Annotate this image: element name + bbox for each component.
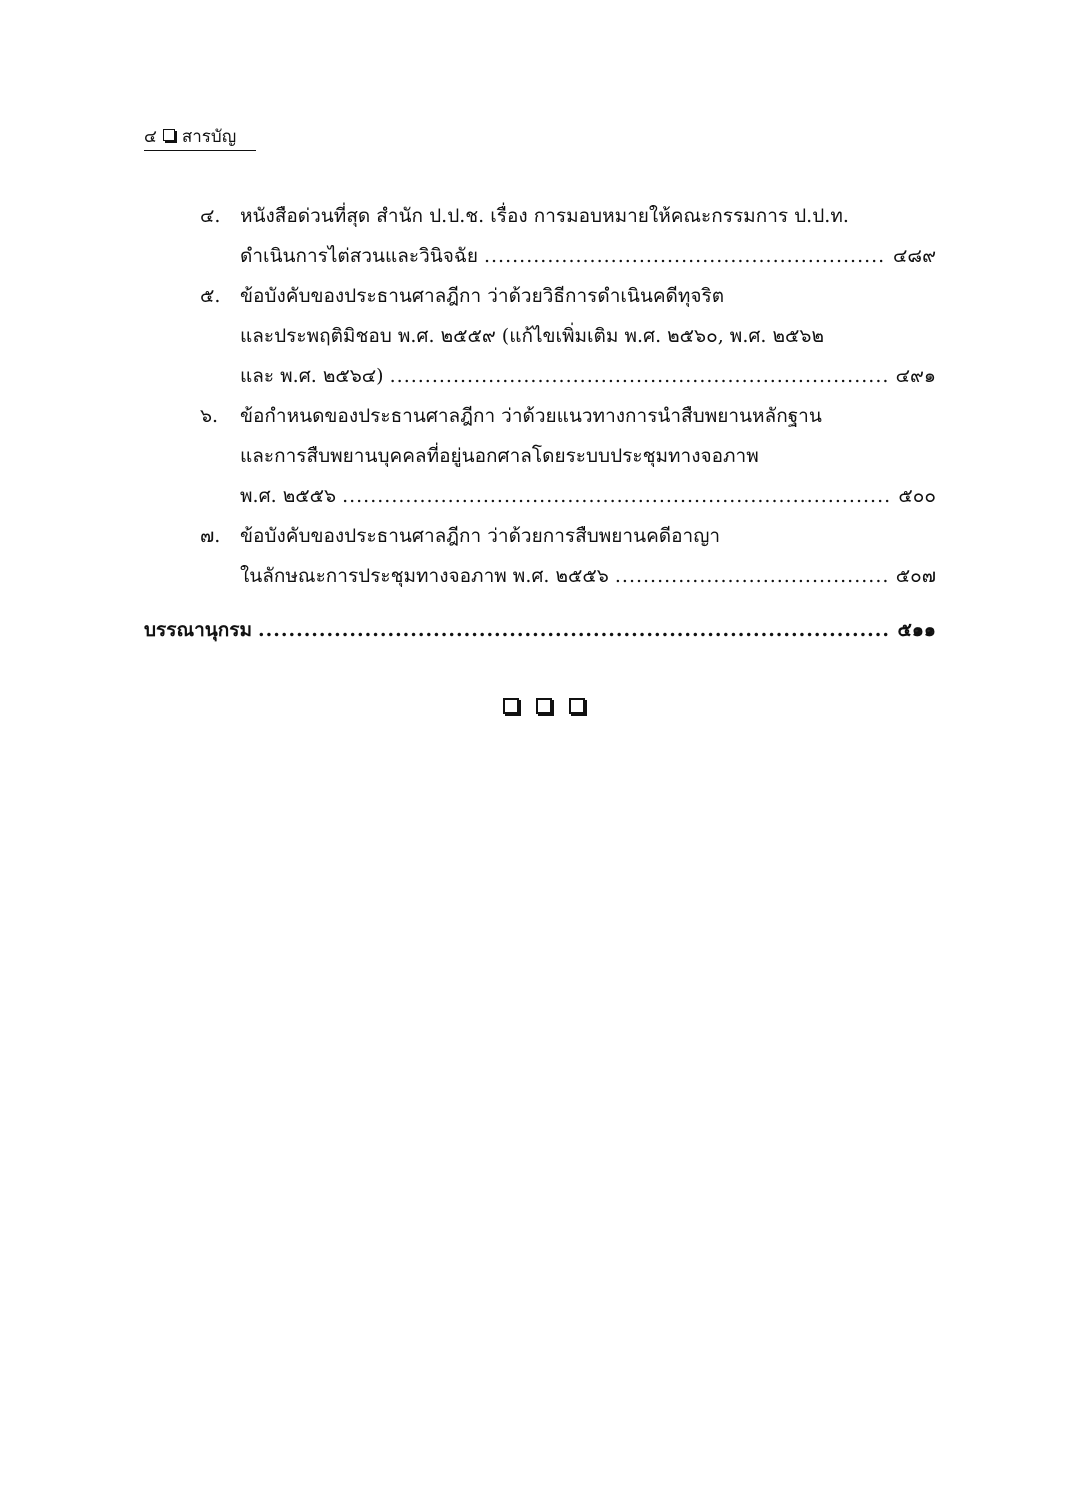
toc-entry-bibliography[interactable] [144, 610, 936, 650]
toc-entry-4[interactable] [144, 196, 936, 276]
box-ornament-icon [536, 698, 552, 714]
dot-leader [484, 236, 887, 276]
running-header [144, 126, 256, 151]
dot-leader [615, 556, 890, 596]
box-bullet-icon [163, 129, 175, 141]
toc-entry-7[interactable] [144, 516, 936, 596]
toc-page-number: ๕๐๗ [895, 565, 936, 587]
toc-entry-last-line [240, 356, 936, 396]
dot-leader [258, 610, 891, 650]
toc-entry-last-line [240, 556, 936, 596]
toc-entry-last-line [240, 476, 936, 516]
toc-entry-5[interactable] [144, 276, 936, 396]
toc-page-number: ๔๘๙ [893, 245, 936, 267]
toc-entry-last-line [240, 236, 936, 276]
box-ornament-icon [503, 698, 519, 714]
dot-leader [342, 476, 892, 516]
toc-entry-number: ๗. [200, 525, 221, 547]
toc-entry-line: ข้อกำหนดของประธานศาลฎีกา ว่าด้วยแนวทางการนำสืบพยานหลักฐาน [240, 405, 822, 427]
toc-page-number: ๕๐๐ [898, 485, 936, 507]
bibliography-label: บรรณานุกรม [144, 619, 252, 641]
toc-entry-number: ๕. [200, 285, 221, 307]
toc-page-number: ๕๑๑ [897, 619, 936, 641]
toc-entry-6[interactable] [144, 396, 936, 516]
toc-entry-line: และการสืบพยานบุคคลที่อยู่นอกศาลโดยระบบประชุมทางจอภาพ [240, 445, 759, 467]
toc-entry-number: ๖. [200, 405, 219, 427]
header-page-number: ๔ [144, 127, 157, 147]
box-ornament-icon [569, 698, 585, 714]
header-title: สารบัญ [181, 127, 237, 147]
toc-page-number: ๔๙๑ [895, 365, 936, 387]
toc-entry-line: หนังสือด่วนที่สุด สำนัก ป.ป.ช. เรื่อง การมอบหมายให้คณะกรรมการ ป.ป.ท. [240, 205, 849, 227]
table-of-contents [144, 196, 936, 596]
toc-entry-line: ข้อบังคับของประธานศาลฎีกา ว่าด้วยวิธีการดำเนินคดีทุจริต [240, 285, 725, 307]
toc-entry-line: และประพฤติมิชอบ พ.ศ. ๒๕๕๙ (แก้ไขเพิ่มเติม พ.ศ. ๒๕๖๐, พ.ศ. ๒๕๖๒ [240, 325, 824, 347]
toc-entry-line: ดำเนินการไต่สวนและวินิจฉัย [240, 245, 478, 267]
dot-leader [390, 356, 890, 396]
toc-entry-line: ในลักษณะการประชุมทางจอภาพ พ.ศ. ๒๕๕๖ [240, 565, 609, 587]
section-end-ornament [503, 698, 593, 722]
toc-entry-line: และ พ.ศ. ๒๕๖๔) [240, 365, 384, 387]
toc-entry-line: พ.ศ. ๒๕๕๖ [240, 485, 337, 507]
toc-entry-number: ๔. [200, 205, 221, 227]
toc-entry-line: ข้อบังคับของประธานศาลฎีกา ว่าด้วยการสืบพยานคดีอาญา [240, 525, 721, 547]
